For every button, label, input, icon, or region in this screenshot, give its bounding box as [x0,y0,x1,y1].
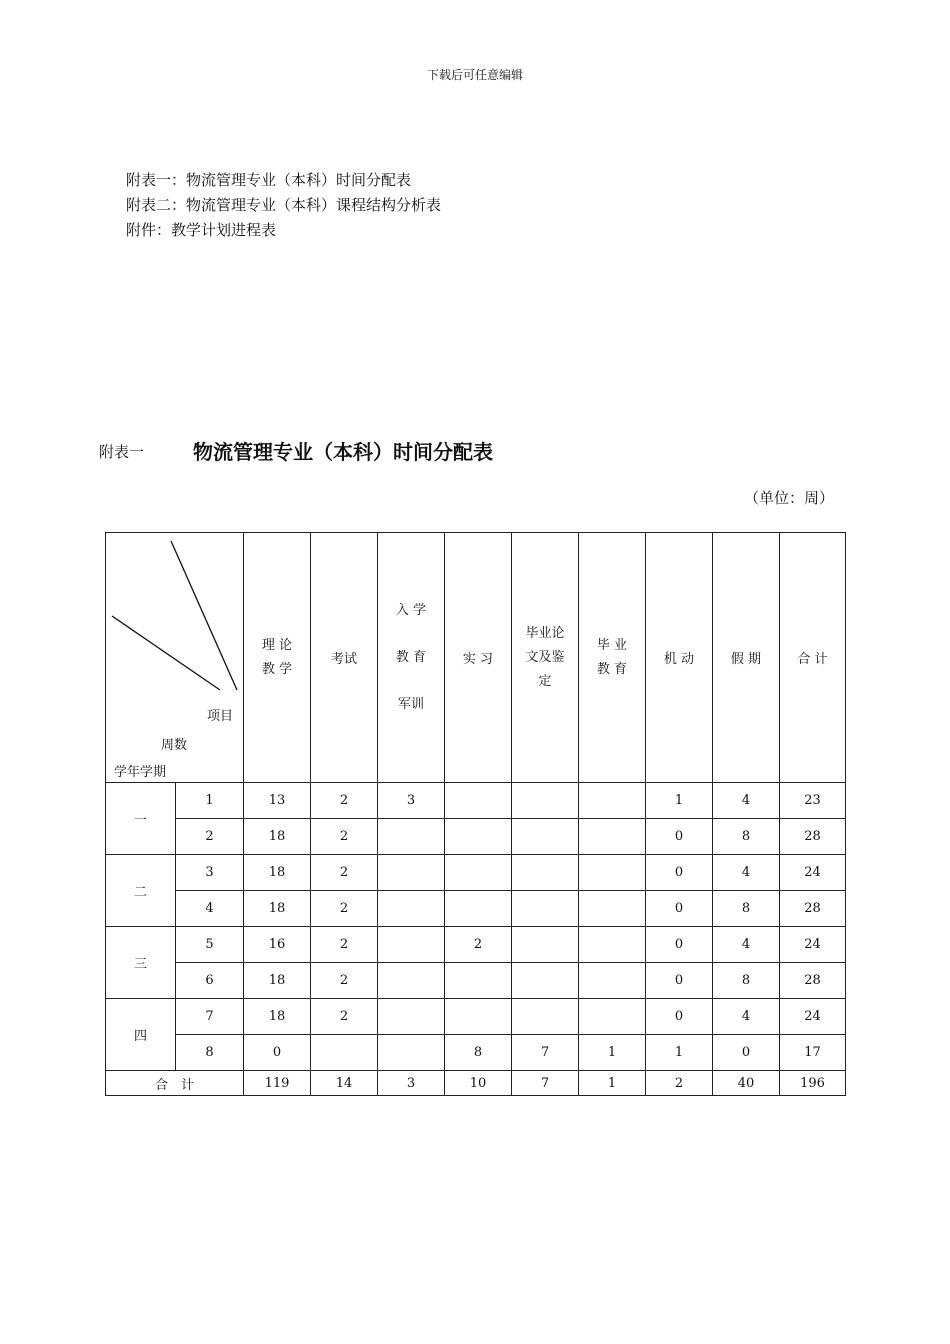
grad-edu-cell [579,855,646,891]
military-cell [378,963,445,999]
internship-cell [445,819,512,855]
time-allocation-table [105,532,846,1096]
flexible-cell: 0 [646,927,713,963]
attachment-item: 附件：教学计划进程表 [126,221,277,239]
military-total: 3 [378,1071,445,1096]
exam-cell: 2 [311,855,378,891]
term-cell: 1 [176,783,244,819]
table-header-row [106,533,846,783]
total-cell: 28 [780,819,846,855]
table-title: 物流管理专业（本科）时间分配表 [193,440,493,464]
military-cell [378,819,445,855]
term-cell: 5 [176,927,244,963]
holiday-cell: 4 [713,783,780,819]
military-cell: 3 [378,783,445,819]
col-header-internship [445,533,512,783]
theory-cell: 18 [244,855,311,891]
corner-label-term: 学年学期 [114,765,167,780]
col-header-military [378,533,445,783]
corner-header-cell [106,533,244,783]
holiday-total: 40 [713,1071,780,1096]
theory-cell: 16 [244,927,311,963]
total-cell: 28 [780,891,846,927]
col-header-theory [244,533,311,783]
col-header-line: 机 动 [663,652,695,667]
holiday-cell: 4 [713,999,780,1035]
attachment-list [126,168,441,243]
total-cell: 23 [780,783,846,819]
thesis-cell [512,783,579,819]
internship-total: 10 [445,1071,512,1096]
grad-edu-cell [579,999,646,1035]
exam-cell: 2 [311,963,378,999]
military-cell [378,891,445,927]
table-row [106,891,846,927]
internship-cell [445,855,512,891]
col-header-line: 合 计 [797,652,828,667]
military-cell [378,1035,445,1071]
thesis-cell [512,927,579,963]
col-header-line: 入 学 [395,603,427,618]
military-cell [378,855,445,891]
thesis-cell [512,855,579,891]
thesis-cell [512,963,579,999]
col-header-line: 定 [538,673,552,689]
thesis-total: 7 [512,1071,579,1096]
exam-total: 14 [311,1071,378,1096]
thesis-cell [512,999,579,1035]
col-header-line: 教 学 [261,661,293,677]
total-cell: 24 [780,927,846,963]
term-cell: 2 [176,819,244,855]
internship-cell [445,963,512,999]
holiday-cell: 8 [713,819,780,855]
col-header-line: 毕业论 [525,625,565,641]
table-label: 附表一 [99,443,145,461]
header-note: 下载后可任意编辑 [426,68,523,82]
exam-cell: 2 [311,999,378,1035]
internship-cell: 8 [445,1035,512,1071]
flexible-cell: 1 [646,1035,713,1071]
flexible-cell: 1 [646,783,713,819]
flexible-total: 2 [646,1071,713,1096]
flexible-cell: 0 [646,891,713,927]
total-cell: 24 [780,855,846,891]
holiday-cell: 4 [713,855,780,891]
col-header-line: 假 期 [730,652,762,667]
exam-cell: 2 [311,891,378,927]
col-header-line: 理 论 [261,637,293,653]
col-header-line: 考试 [330,652,357,667]
year-cell: 三 [106,927,176,999]
flexible-cell: 0 [646,855,713,891]
exam-cell: 2 [311,927,378,963]
total-cell: 17 [780,1035,846,1071]
grad-edu-total: 1 [579,1071,646,1096]
internship-cell: 2 [445,927,512,963]
flexible-cell: 0 [646,999,713,1035]
col-header-line: 教 育 [596,661,628,677]
theory-cell: 0 [244,1035,311,1071]
thesis-cell [512,819,579,855]
holiday-cell: 8 [713,963,780,999]
internship-cell [445,999,512,1035]
col-header-flexible [646,533,713,783]
table-row [106,1035,846,1071]
holiday-cell: 0 [713,1035,780,1071]
holiday-cell: 8 [713,891,780,927]
totals-row [106,1071,846,1096]
attachment-item: 附表一：物流管理专业（本科）时间分配表 [126,171,412,189]
col-header-grad-edu [579,533,646,783]
table-row [106,819,846,855]
unit-note: （单位：周） [743,489,834,507]
table-row [106,855,846,891]
flexible-cell: 0 [646,963,713,999]
col-header-line: 教 育 [395,650,427,665]
col-header-holiday [713,533,780,783]
theory-total: 119 [244,1071,311,1096]
col-header-line: 毕 业 [596,637,628,653]
theory-cell: 13 [244,783,311,819]
year-cell: 一 [106,783,176,855]
exam-cell [311,1035,378,1071]
grad-edu-cell [579,927,646,963]
table-row [106,999,846,1035]
exam-cell: 2 [311,783,378,819]
col-header-line: 实 习 [462,652,494,667]
internship-cell [445,783,512,819]
col-header-total [780,533,846,783]
theory-cell: 18 [244,963,311,999]
grad-edu-cell [579,891,646,927]
col-header-thesis [512,533,579,783]
year-cell: 四 [106,999,176,1071]
exam-cell: 2 [311,819,378,855]
theory-cell: 18 [244,819,311,855]
grad-edu-cell [579,783,646,819]
term-cell: 7 [176,999,244,1035]
theory-cell: 18 [244,891,311,927]
thesis-cell [512,891,579,927]
table-row [106,963,846,999]
grad-edu-cell [579,963,646,999]
attachment-item: 附表二：物流管理专业（本科）课程结构分析表 [126,196,442,214]
military-cell [378,999,445,1035]
term-cell: 6 [176,963,244,999]
corner-label-item: 项目 [207,709,234,724]
total-cell: 28 [780,963,846,999]
col-header-exam [311,533,378,783]
totals-label: 合 计 [106,1071,244,1096]
total-cell: 24 [780,999,846,1035]
term-cell: 8 [176,1035,244,1071]
thesis-cell: 7 [512,1035,579,1071]
col-header-line: 军训 [397,697,424,712]
military-cell [378,927,445,963]
col-header-line: 文及鉴 [525,649,565,665]
term-cell: 4 [176,891,244,927]
grad-edu-cell [579,819,646,855]
corner-label-weeks: 周数 [161,738,188,753]
table-row [106,783,846,819]
year-cell: 二 [106,855,176,927]
flexible-cell: 0 [646,819,713,855]
grad-edu-cell: 1 [579,1035,646,1071]
term-cell: 3 [176,855,244,891]
theory-cell: 18 [244,999,311,1035]
table-row [106,927,846,963]
grand-total: 196 [780,1071,846,1096]
holiday-cell: 4 [713,927,780,963]
internship-cell [445,891,512,927]
